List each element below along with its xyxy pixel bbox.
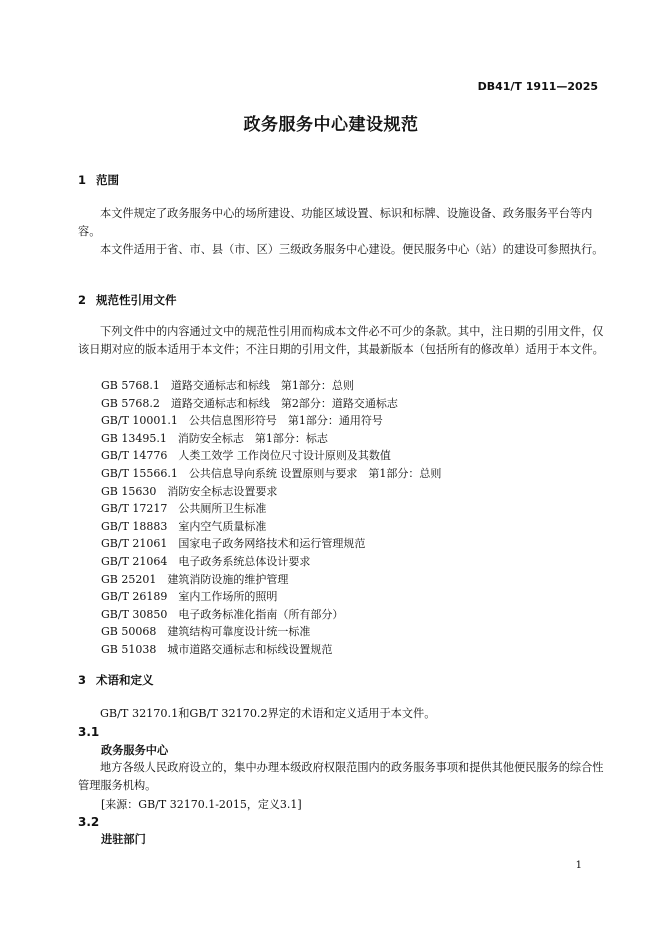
section-3-heading <box>78 672 154 688</box>
section-1-heading <box>78 172 119 188</box>
section-1-paragraph-2: 本文件适用于省、市、县（市、区）三级政务服务中心建设。便民服务中心（站）的建设可参照执行。 <box>100 243 604 256</box>
reference-item: GB/T 10001.1 公共信息图形符号 第1部分：通用符号 <box>101 414 383 428</box>
reference-item: GB/T 14776 人类工效学 工作岗位尺寸设计原则及其数值 <box>101 449 391 463</box>
section-2-intro: 下列文件中的内容通过文中的规范性引用而构成本文件必不可少的条款。其中，注日期的引用文件，仅该日期对应的版本适用于本文件；不注日期的引用文件，其最新版本（包括所有的修改单）适用于本文件。 <box>78 325 604 356</box>
section-1-title: 范围 <box>96 173 119 187</box>
term-3-1-definition: 地方各级人民政府设立的，集中办理本级政府权限范围内的政务服务事项和提供其他便民服务的综合性管理服务机构。 <box>78 761 604 792</box>
section-1-paragraph-1: 本文件规定了政务服务中心的场所建设、功能区域设置、标识和标牌、设施设备、政务服务平台等内容。 <box>78 207 593 238</box>
reference-item: GB/T 17217 公共厕所卫生标准 <box>101 502 267 516</box>
page-number: 1 <box>575 860 582 871</box>
term-3-2-name: 进驻部门 <box>101 833 146 846</box>
reference-item: GB 5768.2 道路交通标志和标线 第2部分：道路交通标志 <box>101 396 398 410</box>
reference-item: GB 15630 消防安全标志设置要求 <box>101 484 278 498</box>
reference-item: GB/T 30850 电子政务标准化指南（所有部分） <box>101 607 344 621</box>
section-3-number: 3 <box>78 673 87 687</box>
term-3-2-number: 3.2 <box>78 815 100 829</box>
term-3-1-name: 政务服务中心 <box>101 744 169 757</box>
term-3-1-number: 3.1 <box>78 725 100 739</box>
section-3-intro: GB/T 32170.1和GB/T 32170.2界定的术语和定义适用于本文件。 <box>100 707 436 720</box>
term-3-1-source: [来源：GB/T 32170.1-2015，定义3.1] <box>101 798 302 811</box>
section-2-title: 规范性引用文件 <box>96 293 177 307</box>
reference-item: GB/T 26189 室内工作场所的照明 <box>101 590 278 604</box>
reference-item: GB/T 18883 室内空气质量标准 <box>101 519 267 533</box>
reference-item: GB/T 21064 电子政务系统总体设计要求 <box>101 554 311 568</box>
reference-item: GB/T 21061 国家电子政务网络技术和运行管理规范 <box>101 537 366 551</box>
reference-item: GB 13495.1 消防安全标志 第1部分：标志 <box>101 431 328 445</box>
reference-item: GB/T 15566.1 公共信息导向系统 设置原则与要求 第1部分：总则 <box>101 466 442 480</box>
reference-item: GB 25201 建筑消防设施的维护管理 <box>101 572 289 586</box>
section-2-number: 2 <box>78 293 87 307</box>
section-1-number: 1 <box>78 173 87 187</box>
document-code: DB41/T 1911—2025 <box>477 80 598 93</box>
reference-item: GB 50068 建筑结构可靠度设计统一标准 <box>101 625 311 639</box>
reference-item: GB 5768.1 道路交通标志和标线 第1部分：总则 <box>101 379 354 392</box>
page-title: 政务服务中心建设规范 <box>243 115 419 135</box>
section-2-heading <box>78 292 177 308</box>
section-3-title: 术语和定义 <box>96 673 154 687</box>
reference-list <box>101 377 441 659</box>
reference-item: GB 51038 城市道路交通标志和标线设置规范 <box>101 642 333 656</box>
